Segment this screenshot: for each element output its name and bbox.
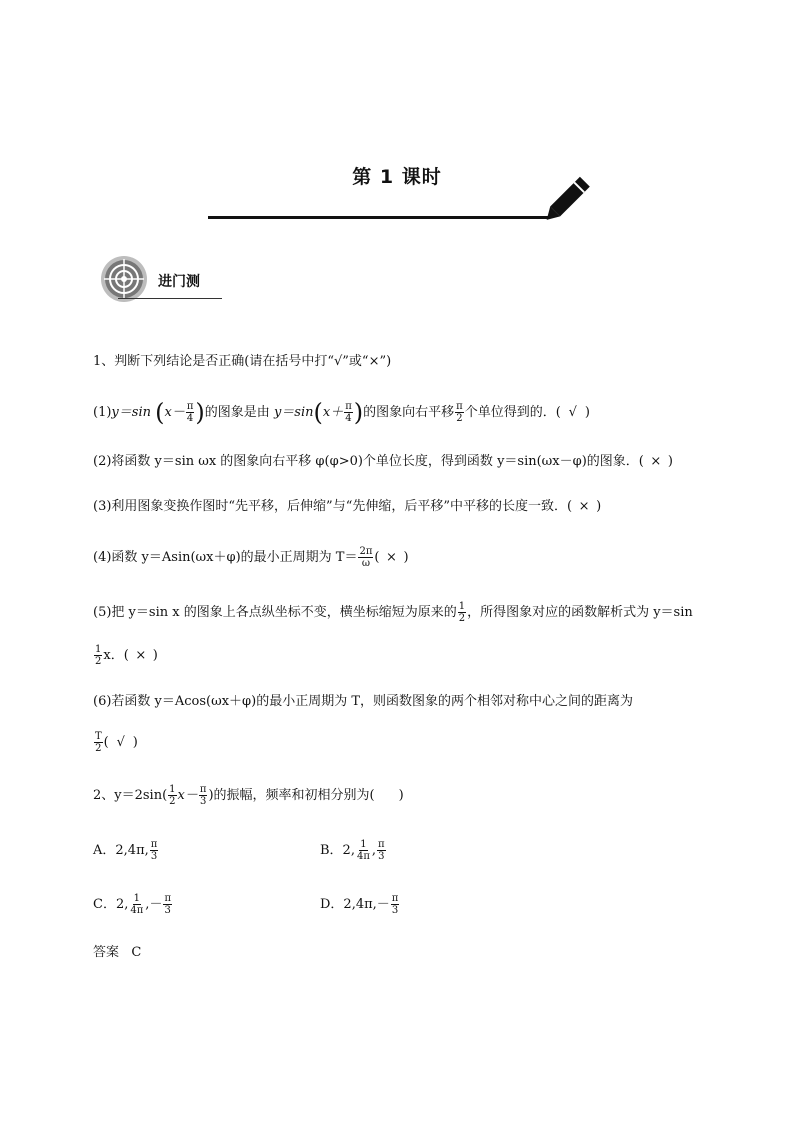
cross-mark: × xyxy=(650,454,662,469)
q1-stem: 1、判断下列结论是否正确(请在括号中打“√”或“×”) xyxy=(93,354,392,369)
answer: 答案 C xyxy=(93,945,142,960)
check-mark: √ xyxy=(116,735,125,750)
target-icon xyxy=(100,255,148,303)
cross-mark: × xyxy=(135,648,147,663)
section-underline xyxy=(118,298,222,299)
q1-item-1: (1)y＝sin (x－ $\frac{\pi}{4}$ )的图象是由 y＝sin(x＋ $\frac{\pi}{4}$ )的图象向右平移 $\frac{\pi}{2}$ 个单位得到的．( √ ) xyxy=(93,398,590,427)
q1-item-2: (2)将函数 y＝sin ωx 的图象向右平移 φ(φ>0)个单位长度，得到函数 y＝sin(ωx－φ)的图象．( × ) xyxy=(93,452,673,472)
q1-item-6: (6)若函数 y＝Acos(ωx＋φ)的最小正周期为 T，则函数图象的两个相邻对称中心之间的距离为 xyxy=(93,694,634,709)
option-b[interactable]: B．2, $\frac{1}{4\pi}$ , $\frac{\pi}{3}$ xyxy=(320,839,385,862)
q1-item-5: (5)把 y＝sin x 的图象上各点纵坐标不变，横坐标缩短为原来的 $\frac{1}{2}$ ，所得图象对应的函数解析式为 y＝sin xyxy=(93,601,693,624)
q1-item-6-cont: $\frac{T}{2}$ ( √ ) xyxy=(95,731,138,754)
check-mark: √ xyxy=(568,405,577,420)
cross-mark: × xyxy=(578,499,590,514)
section-label: 进门测 xyxy=(158,274,200,290)
option-c[interactable]: C．2, $\frac{1}{4\pi}$ ,－ $\frac{\pi}{3}$ xyxy=(93,893,172,916)
page-title: 第 1 课时 xyxy=(352,166,442,188)
pencil-icon xyxy=(540,170,600,226)
q1-item-5-cont: $\frac{1}{2}$ x．( × ) xyxy=(95,644,158,667)
option-a[interactable]: A．2,4π, $\frac{\pi}{3}$ xyxy=(93,839,158,862)
title-underline xyxy=(208,216,550,219)
q1-item-3: (3)利用图象变换作图时“先平移，后伸缩”与“先伸缩，后平移”中平移的长度一致．( × ) xyxy=(93,497,601,517)
cross-mark: × xyxy=(386,550,397,565)
option-d[interactable]: D．2,4π,－ $\frac{\pi}{3}$ xyxy=(320,893,399,916)
q2-stem: 2、y＝2sin( $\frac{1}{2}$ x－ $\frac{\pi}{3}$ )的振幅，频率和初相分别为( ) xyxy=(93,784,404,807)
q1-item-4: (4)函数 y＝Asin(ωx＋φ)的最小正周期为 T＝ $\frac{2\pi}{\omega}$ ( × ) xyxy=(93,546,409,569)
